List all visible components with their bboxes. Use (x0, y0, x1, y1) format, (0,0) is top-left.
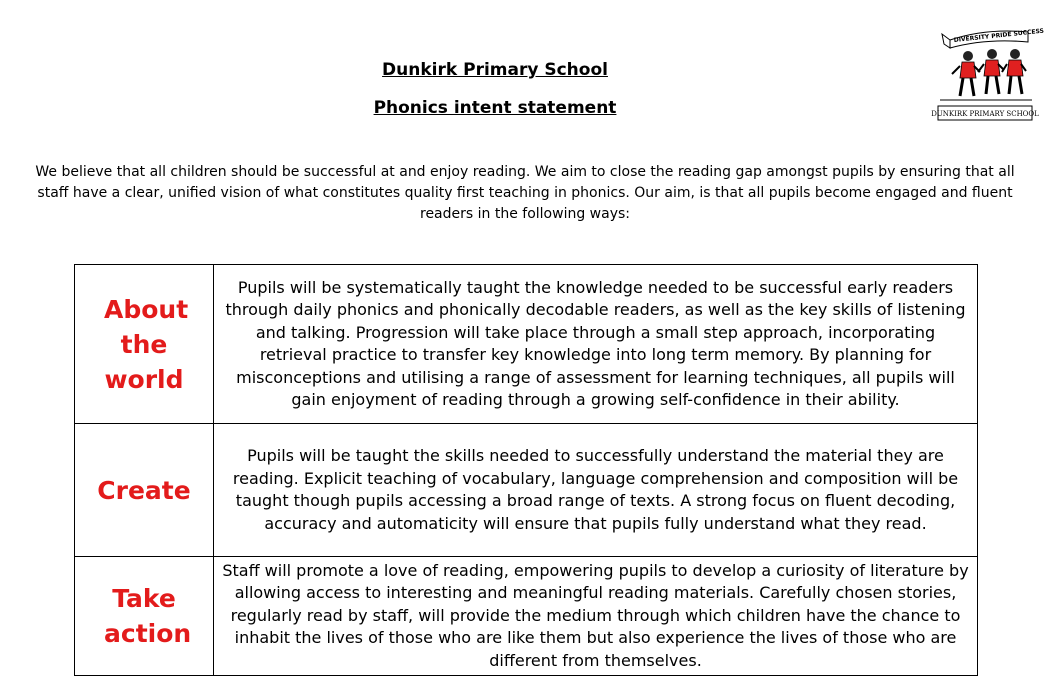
document-title: Phonics intent statement (373, 98, 617, 118)
row-description: Pupils will be systematically taught the knowledge needed to be successful early readers through daily phonics and phonically decodable readers, as well as the key skills of listening and talking. Progression will take place through a small step approach, incorporating retrieval practice to transfer key knowledge into long term memory. By planning for misconceptions and utilising a range of assessment for learning techniques, all pupils will gain enjoyment of reading through a growing self-confidence in their ability. (214, 265, 978, 424)
school-logo (931, 26, 1045, 122)
logo-school-label: DUNKIRK PRIMARY SCHOOL (931, 110, 1039, 118)
phonics-ways-table (74, 264, 978, 676)
row-description: Staff will promote a love of reading, empowering pupils to develop a curiosity of literature by allowing access to interesting and meaningful reading materials. Carefully chosen stories, regularly read by staff, will provide the medium through which children have the chance to inhabit the lives of those who are like them but also experience the lives of those who are different from themselves. (214, 557, 978, 676)
logo-banner-text: DIVERSITY PRIDE SUCCESS (953, 27, 1045, 44)
row-description: Pupils will be taught the skills needed to successfully understand the material they are reading. Explicit teaching of vocabulary, language comprehension and composition will be taught though pupils accessing a broad range of texts. A strong focus on fluent decoding, accuracy and automaticity will ensure that pupils fully understand what they read. (214, 424, 978, 557)
table-row (75, 557, 978, 676)
table-row (75, 265, 978, 424)
table-row (75, 424, 978, 557)
school-logo-graphic (931, 26, 1045, 122)
row-label: About the world (75, 265, 214, 424)
row-label: Take action (75, 557, 214, 676)
intro-paragraph: We believe that all children should be successful at and enjoy reading. We aim to close the reading gap amongst pupils by ensuring that all staff have a clear, unified vision of what constitutes quality first teaching in phonics. Our aim, is that all pupils become engaged and fluent readers in the following ways: (35, 164, 1015, 222)
row-label: Create (75, 424, 214, 557)
school-name: Dunkirk Primary School (382, 60, 608, 80)
